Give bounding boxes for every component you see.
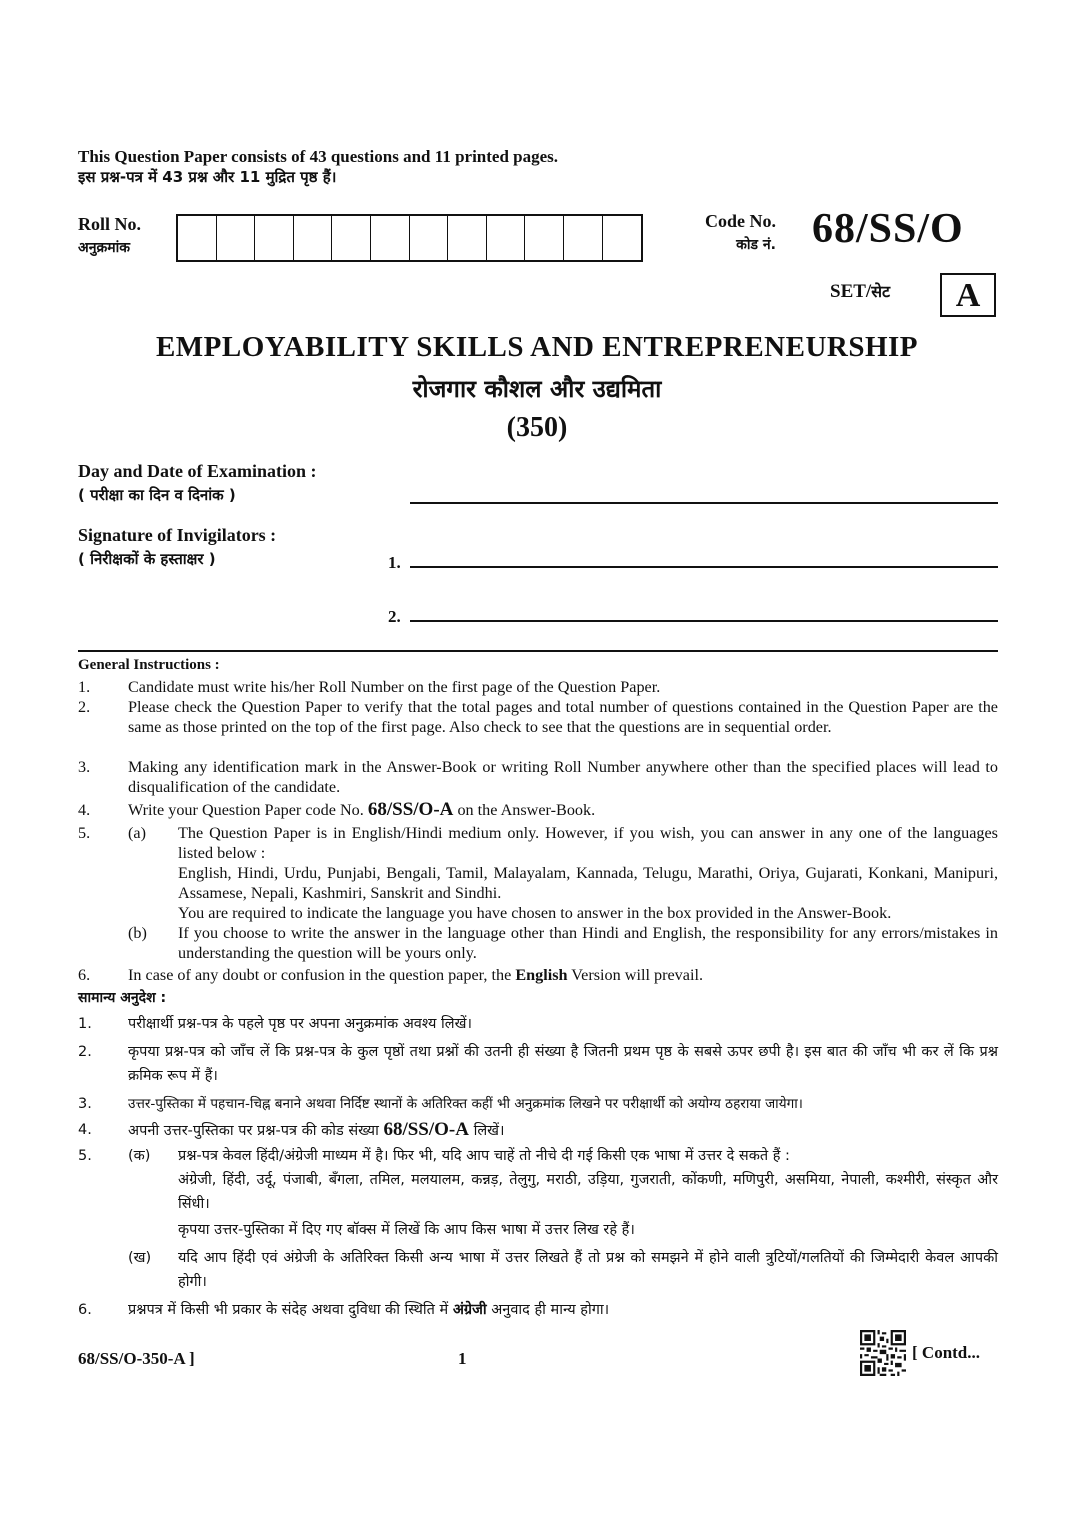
subject-title-hi: रोजगार कौशल और उद्यमिता xyxy=(412,375,662,403)
instruction-number: 3. xyxy=(78,758,91,776)
page-number: 1 xyxy=(458,1349,467,1368)
hindi-instruction-number: 1. xyxy=(78,1016,92,1032)
hindi-instruction-number: 4. xyxy=(78,1122,92,1138)
roll-number-digit-box[interactable] xyxy=(332,216,371,260)
instruction-number: 1. xyxy=(78,678,91,696)
code-number-value: 68/SS/O xyxy=(812,206,964,252)
hindi-instructions-title: सामान्य अनुदेश : xyxy=(78,990,167,1006)
roll-number-digit-box[interactable] xyxy=(294,216,333,260)
roll-number-digit-box[interactable] xyxy=(255,216,294,260)
general-instructions-title: General Instructions : xyxy=(78,657,220,673)
hindi-instruction-5a: प्रश्न-पत्र केवल हिंदी/अंग्रेजी माध्यम में है। फिर भी, यदि आप चाहें तो नीचे दी गई किसी एक भाषा में उत्तर दे सकते हैं : xyxy=(178,1148,790,1164)
instruction-1: Candidate must write his/her Roll Number on the first page of the Question Paper. xyxy=(128,678,661,696)
hindi-instruction-6-bold: अंग्रेजी xyxy=(452,1302,487,1318)
exam-date-line[interactable] xyxy=(410,502,998,504)
instruction-5b: If you choose to write the answer in the language other than Hindi and English, the responsibility for any errors/mistakes in understanding the question will be yours only. xyxy=(178,924,998,962)
instruction-number: 6. xyxy=(78,966,91,984)
instruction-number: 4. xyxy=(78,801,91,819)
instruction-2: Please check the Question Paper to verify that the total pages and total number of questions contained in the Question Paper are the same as those printed on the top of the first page. Also check to see that the questions are in sequential order. xyxy=(128,698,998,736)
roll-number-digit-box[interactable] xyxy=(371,216,410,260)
hindi-instruction-number: 5. xyxy=(78,1148,92,1164)
hindi-instruction-4-text-end: लिखें। xyxy=(468,1123,505,1139)
hindi-instruction-6-text-end: अनुवाद ही मान्य होगा। xyxy=(486,1302,610,1318)
set-label-hi: सेट xyxy=(871,282,891,301)
roll-number-digit-box[interactable] xyxy=(564,216,603,260)
hindi-instruction-6 xyxy=(128,1298,998,1322)
exam-date-label-en: Day and Date of Examination : xyxy=(78,461,317,481)
instruction-number: 2. xyxy=(78,698,91,716)
roll-number-boxes[interactable] xyxy=(176,214,643,262)
instruction-5b-label: (b) xyxy=(128,924,147,942)
general-instructions-list xyxy=(78,677,998,987)
set-value-box: A xyxy=(940,273,996,317)
roll-number-digit-box[interactable] xyxy=(410,216,449,260)
signature-line-1[interactable] xyxy=(410,566,998,568)
hindi-instruction-5a-note: कृपया उत्तर-पुस्तिका में दिए गए बॉक्स में लिखें कि आप किस भाषा में उत्तर लिख रहे हैं। xyxy=(178,1222,635,1238)
hindi-instruction-5a-languages: अंग्रेजी, हिंदी, उर्दू, पंजाबी, बँगला, तमिल, मलयालम, कन्नड़, तेलुगु, मराठी, उड़िया, गुजराती, कोंकणी, मणिपुरी, असमिया, नेपाली, कश्मीरी, संस्कृत और सिंधी। xyxy=(178,1172,998,1212)
roll-number-digit-box[interactable] xyxy=(525,216,564,260)
roll-number-label xyxy=(78,212,141,260)
instruction-5a: The Question Paper is in English/Hindi medium only. However, if you wish, you can answer in any one of the languages listed below : xyxy=(178,824,998,862)
hindi-instructions-list xyxy=(78,1012,998,1322)
subject-title-en: EMPLOYABILITY SKILLS AND ENTREPRENEURSHIP xyxy=(155,331,919,363)
hindi-instruction-2: कृपया प्रश्न-पत्र को जाँच लें कि प्रश्न-पत्र के कुल पृष्ठों तथा प्रश्नों की उतनी ही संख्या है जितनी प्रथम पृष्ठ के सबसे ऊपर छपी है। इस बात की जाँच भी कर लें कि प्रश्न क्रमिक रूप में हैं। xyxy=(128,1044,998,1084)
code-number-label xyxy=(688,209,776,257)
hindi-instruction-number: 3. xyxy=(78,1096,92,1112)
roll-number-digit-box[interactable] xyxy=(487,216,526,260)
page-count-note xyxy=(78,146,558,188)
instruction-4-text: Write your Question Paper code No. xyxy=(128,801,368,819)
instruction-6 xyxy=(128,965,998,985)
subject-code: (350) xyxy=(506,412,568,443)
hindi-instruction-5b: यदि आप हिंदी एवं अंग्रेजी के अतिरिक्त किसी अन्य भाषा में उत्तर लिखते हैं तो प्रश्न को समझने में होने वाली त्रुटियों/गलतियों की जिम्मेदारी केवल आपकी होगी। xyxy=(178,1250,998,1290)
exam-date-label-hi: ( परीक्षा का दिन व दिनांक ) xyxy=(78,486,236,504)
footer-paper-code: 68/SS/O-350-A ] xyxy=(78,1349,195,1368)
hindi-instruction-1: परीक्षार्थी प्रश्न-पत्र के पहले पृष्ठ पर अपना अनुक्रमांक अवश्य लिखें। xyxy=(128,1016,472,1032)
roll-number-digit-box[interactable] xyxy=(603,216,642,260)
hindi-instruction-6-text: प्रश्नपत्र में किसी भी प्रकार के संदेह अथवा दुविधा की स्थिति में xyxy=(128,1302,453,1318)
section-divider xyxy=(78,650,998,652)
instruction-6-bold: English xyxy=(515,966,568,984)
hindi-instruction-number: 6. xyxy=(78,1302,92,1318)
signature-label-hi: ( निरीक्षकों के हस्ताक्षर ) xyxy=(78,550,216,568)
instruction-3: Making any identification mark in the Answer-Book or writing Roll Number anywhere other than the specified places will lead to disqualification of the candidate. xyxy=(128,758,998,796)
set-label-en: SET/ xyxy=(830,281,872,302)
signature-line-2[interactable] xyxy=(410,620,998,622)
signature-number-2: 2. xyxy=(388,607,401,626)
roll-label-hi: अनुक्रमांक xyxy=(78,240,130,256)
page-count-en: This Question Paper consists of 43 questions and 11 printed pages. xyxy=(78,147,559,166)
invigilator-signature-label xyxy=(78,523,276,571)
hindi-instruction-4 xyxy=(128,1118,998,1143)
roll-number-digit-box[interactable] xyxy=(178,216,217,260)
instruction-4 xyxy=(128,800,998,820)
code-label-en: Code No. xyxy=(705,211,776,231)
roll-number-digit-box[interactable] xyxy=(448,216,487,260)
set-label xyxy=(830,280,890,303)
hindi-instruction-4-code: 68/SS/O-A xyxy=(383,1119,469,1140)
code-label-hi: कोड नं. xyxy=(736,237,776,253)
roll-number-digit-box[interactable] xyxy=(217,216,256,260)
qr-code-icon xyxy=(860,1330,906,1376)
hindi-instruction-4-text: अपनी उत्तर-पुस्तिका पर प्रश्न-पत्र की कोड संख्या xyxy=(128,1123,384,1139)
hindi-instruction-3: उत्तर-पुस्तिका में पहचान-चिह्न बनाने अथवा निर्दिष्ट स्थानों के अतिरिक्त कहीं भी अनुक्रमांक लिखने पर परीक्षार्थी को अयोग्य ठहराया जायेगा। xyxy=(128,1096,803,1112)
signature-number-1: 1. xyxy=(388,553,401,572)
signature-label-en: Signature of Invigilators : xyxy=(78,525,277,545)
instruction-6-text-end: Version will prevail. xyxy=(567,966,703,984)
hindi-instruction-5b-label: (ख) xyxy=(128,1250,152,1266)
instruction-5a-label: (a) xyxy=(128,824,146,842)
instruction-number: 5. xyxy=(78,824,91,842)
instruction-6-text: In case of any doubt or confusion in the question paper, the xyxy=(128,966,516,984)
hindi-instruction-number: 2. xyxy=(78,1044,92,1060)
hindi-instruction-5a-label: (क) xyxy=(128,1148,151,1164)
instruction-5a-note: You are required to indicate the language you have chosen to answer in the box provided in the Answer-Book. xyxy=(178,904,892,922)
instruction-4-text-end: on the Answer-Book. xyxy=(453,801,596,819)
page-count-hi: इस प्रश्न-पत्र में 43 प्रश्न और 11 मुद्रित पृष्ठ हैं। xyxy=(78,168,337,186)
roll-label-en: Roll No. xyxy=(78,214,141,234)
continued-note: [ Contd... xyxy=(912,1343,981,1362)
instruction-5a-languages: English, Hindi, Urdu, Punjabi, Bengali, Tamil, Malayalam, Kannada, Telugu, Marathi, Oriya, Gujarati, Konkani, Manipuri, Assamese, Nepali, Kashmiri, Sanskrit and Sindhi. xyxy=(178,864,998,902)
exam-date-label xyxy=(78,459,317,507)
instruction-4-code: 68/SS/O-A xyxy=(367,799,454,820)
